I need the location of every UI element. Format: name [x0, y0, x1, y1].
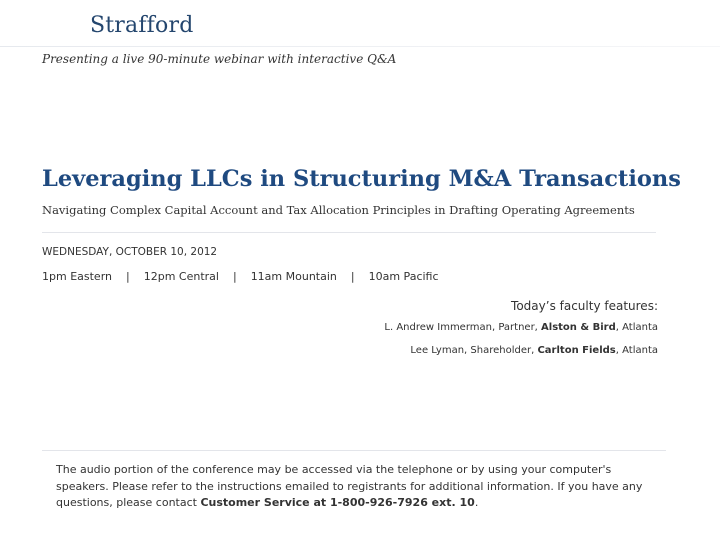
webinar-subtitle: Navigating Complex Capital Account and Tax Allocation Principles in Drafting Operating Agreements [42, 203, 635, 217]
faculty-firm: Carlton Fields [537, 345, 616, 356]
webinar-title: Leveraging LLCs in Structuring M&A Transactions [42, 166, 681, 192]
time-separator: | [232, 270, 237, 283]
tagline: Presenting a live 90-minute webinar with interactive Q&A [42, 52, 397, 66]
notice-end: . [474, 496, 479, 509]
faculty-location: , Atlanta [615, 322, 658, 333]
faculty-member [384, 322, 658, 333]
time-eastern: 1pm Eastern [42, 270, 112, 283]
audio-notice [56, 462, 656, 512]
divider-bottom [42, 450, 666, 451]
time-mountain: 11am Mountain [250, 270, 337, 283]
time-separator: | [350, 270, 355, 283]
time-separator: | [126, 270, 130, 283]
webinar-times [42, 270, 439, 283]
notice-text: The audio portion of the conference may be accessed via the telephone or by using your computer's speakers. Please refer to the instructions emailed to registrants for additional information. If you have any questions, please contact [56, 463, 643, 509]
faculty-member [410, 345, 658, 356]
header-divider [0, 46, 720, 47]
customer-service-contact: Customer Service at 1-800-926-7926 ext. 10 [200, 496, 475, 509]
faculty-location: , Atlanta [615, 345, 658, 356]
faculty-name-role: L. Andrew Immerman, Partner, [384, 322, 542, 333]
faculty-heading: Today’s faculty features: [511, 299, 658, 313]
faculty-name-role: Lee Lyman, Shareholder, [410, 345, 538, 356]
divider-top [42, 232, 656, 233]
faculty-firm: Alston & Bird [541, 322, 616, 333]
strafford-logo: Strafford [90, 13, 194, 38]
webinar-date: WEDNESDAY, OCTOBER 10, 2012 [42, 246, 218, 258]
time-central: 12pm Central [143, 270, 219, 283]
time-pacific: 10am Pacific [368, 270, 439, 283]
